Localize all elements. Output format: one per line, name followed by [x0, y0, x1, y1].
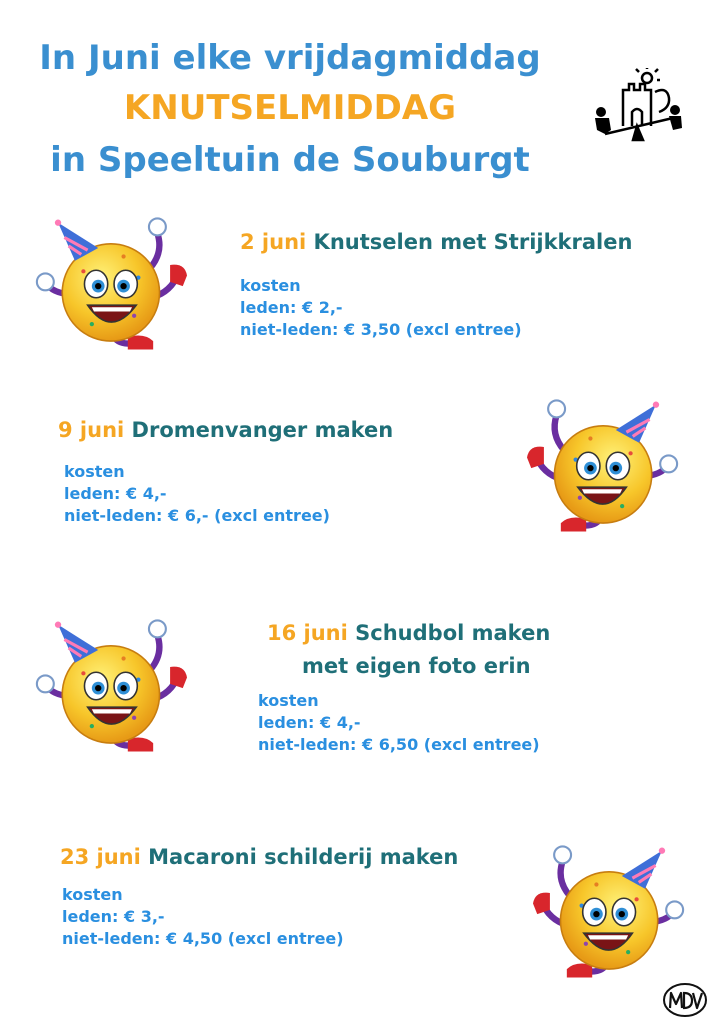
cost-label: kosten [240, 276, 301, 295]
members-price: leden: € 4,- [64, 484, 167, 503]
title-line-3: in Speeltuin de Souburgt [50, 140, 530, 180]
event-2-costs [64, 461, 330, 527]
cost-label: kosten [258, 691, 319, 710]
party-smiley-icon [516, 392, 686, 540]
title-line-1: In Juni elke vrijdagmiddag [39, 38, 541, 78]
event-3-name-line2: met eigen foto erin [302, 654, 531, 678]
event-4-name: Macaroni schilderij maken [148, 845, 459, 869]
mdv-signature [662, 982, 708, 1018]
playground-logo-icon [585, 68, 685, 148]
members-price: leden: € 4,- [258, 713, 361, 732]
event-2-title [58, 417, 393, 443]
event-3-costs [258, 690, 540, 756]
members-price: leden: € 2,- [240, 298, 343, 317]
non-members-price: niet-leden: € 4,50 (excl entree) [62, 929, 344, 948]
non-members-price: niet-leden: € 6,50 (excl entree) [258, 735, 540, 754]
party-smiley-icon [28, 210, 198, 358]
event-1-name: Knutselen met Strijkkralen [313, 230, 633, 254]
event-3-name: Schudbol maken [355, 621, 551, 645]
event-2-name: Dromenvanger maken [131, 418, 394, 442]
cost-label: kosten [62, 885, 123, 904]
non-members-price: niet-leden: € 6,- (excl entree) [64, 506, 330, 525]
members-price: leden: € 3,- [62, 907, 165, 926]
event-3-title [267, 620, 550, 646]
event-3-date: 16 juni [267, 621, 348, 645]
title-line-2: KNUTSELMIDDAG [123, 88, 457, 128]
event-2-date: 9 juni [58, 418, 125, 442]
party-smiley-icon [522, 838, 692, 986]
non-members-price: niet-leden: € 3,50 (excl entree) [240, 320, 522, 339]
event-1-title [240, 229, 632, 255]
event-4-title [60, 844, 458, 870]
event-1-date: 2 juni [240, 230, 307, 254]
event-4-costs [62, 884, 344, 950]
party-smiley-icon [28, 612, 198, 760]
event-4-date: 23 juni [60, 845, 141, 869]
cost-label: kosten [64, 462, 125, 481]
event-1-costs [240, 275, 522, 341]
